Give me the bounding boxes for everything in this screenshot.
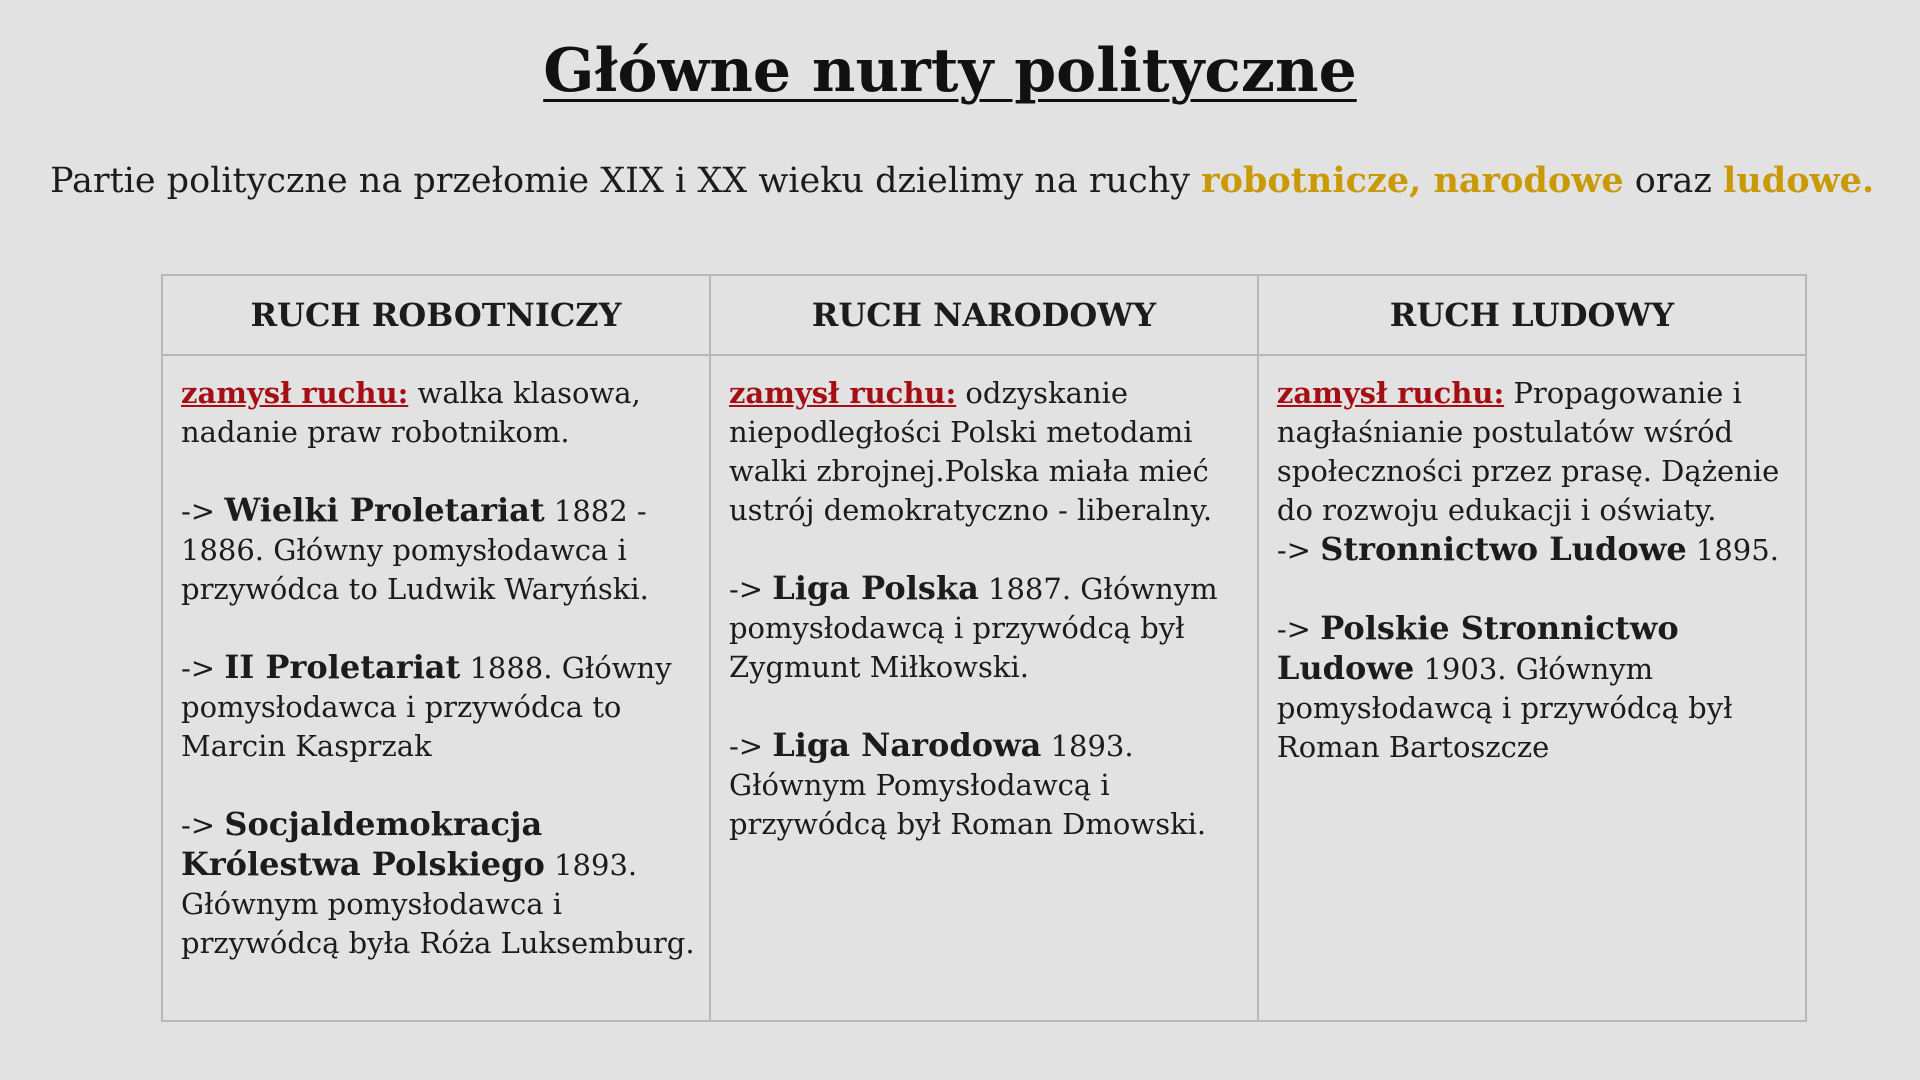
arrow-marker: -> xyxy=(181,808,225,842)
arrow-marker: -> xyxy=(181,494,225,528)
cell-workers-movement xyxy=(162,355,710,1021)
intro-highlight-workers-national: robotnicze, narodowe xyxy=(1201,160,1624,201)
arrow-marker: -> xyxy=(181,651,225,685)
cell-peasant-movement xyxy=(1258,355,1806,1021)
org-name: Liga Polska xyxy=(772,569,979,607)
org-text: 1895. xyxy=(1686,533,1779,567)
org-text: 1882 - 1886. Główny pomysłodawca i przywódca to Ludwik Waryński. xyxy=(181,494,649,606)
page-title: Główne nurty polityczne xyxy=(543,36,1357,106)
org-text: 1887. Głównym pomysłodawcą i przywódcą był Zygmunt Miłkowski. xyxy=(728,572,1218,684)
org-wielki-proletariat xyxy=(181,491,695,609)
org-liga-narodowa xyxy=(729,726,1243,844)
purpose-text: Propagowanie i nagłaśnianie postulatów wśród społeczności przez prasę. Dążenie do rozwoju edukacji i oświaty. xyxy=(1276,376,1780,527)
org-name: II Proletariat xyxy=(224,648,461,686)
purpose-label: zamysł ruchu: xyxy=(728,376,957,410)
purpose-label: zamysł ruchu: xyxy=(1276,376,1505,410)
org-text: 1893. Głównym Pomysłodawcą i przywódcą był Roman Dmowski. xyxy=(728,729,1207,841)
purpose-text: walka klasowa, nadanie praw robotnikom. xyxy=(181,376,641,449)
org-text: 1903. Głównym pomysłodawcą i przywódcą był Roman Bartoszcze xyxy=(1276,652,1733,764)
org-name: Polskie Stronnictwo Ludowe xyxy=(1276,609,1679,687)
header-national-movement: RUCH NARODOWY xyxy=(710,275,1258,355)
org-text: 1888. Główny pomysłodawca i przywódca to Marcin Kasprzak xyxy=(181,651,672,763)
movements-table xyxy=(161,274,1807,1022)
table-header-row xyxy=(162,275,1806,355)
org-stronnictwo-ludowe xyxy=(1277,530,1791,570)
arrow-marker: -> xyxy=(728,572,773,606)
org-psl xyxy=(1277,609,1791,767)
purpose-text: odzyskanie niepodległości Polski metodami walki zbrojnej.Polska miała mieć ustrój demokratyczno - liberalny. xyxy=(728,376,1213,527)
org-text: 1893. Głównym pomysłodawca i przywódcą była Róża Luksemburg. xyxy=(181,848,695,960)
org-name: Stronnictwo Ludowe xyxy=(1320,530,1687,568)
cell-national-movement xyxy=(710,355,1258,1021)
purpose-national xyxy=(729,374,1243,530)
org-name: Liga Narodowa xyxy=(772,726,1042,764)
table-body-row xyxy=(162,355,1806,1021)
header-workers-movement: RUCH ROBOTNICZY xyxy=(162,275,710,355)
org-liga-polska xyxy=(729,569,1243,687)
org-name: Socjaldemokracja Królestwa Polskiego xyxy=(181,805,545,883)
intro-connector: oraz xyxy=(1623,161,1723,201)
intro-highlight-peasant: ludowe. xyxy=(1722,160,1875,201)
purpose-label: zamysł ruchu: xyxy=(181,376,409,410)
purpose-workers xyxy=(181,374,695,452)
intro-paragraph xyxy=(50,158,1890,204)
intro-text: Partie polityczne na przełomie XIX i XX wieku dzielimy na ruchy xyxy=(50,161,1202,201)
org-name: Wielki Proletariat xyxy=(224,491,545,529)
org-sdkp xyxy=(181,805,695,963)
purpose-peasant xyxy=(1277,374,1791,530)
org-ii-proletariat xyxy=(181,648,695,766)
arrow-marker: -> xyxy=(1276,612,1321,646)
header-peasant-movement: RUCH LUDOWY xyxy=(1258,275,1806,355)
arrow-marker: -> xyxy=(1276,533,1321,567)
arrow-marker: -> xyxy=(728,729,773,763)
